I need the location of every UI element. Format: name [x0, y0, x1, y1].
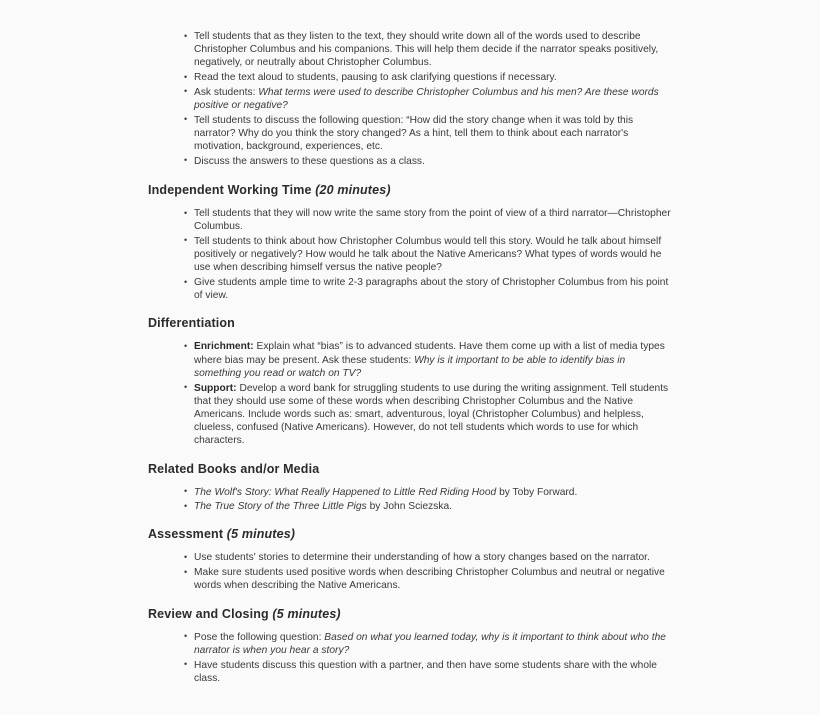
list-item-text: Develop a word bank for struggling students to use during the writing assignment. Tell students that they should use some of these words when describing Christopher Columbus and the Native Americans. Include words such as: smart, adventurous, loyal (Christopher Columbus) and helpless, clueless, confused (Native Americans). However, do not tell students which words to use for which characters.	[194, 382, 669, 447]
list-item	[184, 155, 672, 168]
list-item-text: Pose the following question:	[194, 631, 325, 643]
list-item-text: Why is it important to be able to identify bias in something you read or watch on TV?	[194, 354, 626, 379]
list-item-text: Make sure students used positive words when describing Christopher Columbus and neutral or negative words when describing the Native Americans.	[194, 567, 665, 592]
section-heading-title: Related Books and/or Media	[148, 461, 320, 476]
section-differentiation	[148, 316, 672, 447]
list-item-text: by Toby Forward.	[496, 486, 578, 498]
list-item-text: Use students' stories to determine their understanding of how a story changes based on the narrator.	[194, 552, 650, 564]
section-heading-title: Differentiation	[148, 316, 235, 331]
list-item-text: Tell students that as they listen to the text, they should write down all of the words used to describe Christopher Columbus and his companions. This will help them decide if the narrator speaks positively, negatively, or neutrally about Christopher Columbus.	[194, 31, 659, 69]
list-item-text: Explain what “bias” is to advanced students. Have them come up with a list of media types where bias may be present. Ask these students:	[194, 341, 665, 366]
list-item-text: Tell students to discuss the following question: “How did the story change when it was told by this narrator? Why do you think the story changed? As a hint, tell them to think about each narrator's motivation, background, experiences, etc.	[194, 114, 634, 153]
list-item	[184, 235, 672, 275]
bullet-list-related-books	[148, 486, 672, 514]
list-item-text: The Wolf's Story: What Really Happened to Little Red Riding Hood	[194, 486, 497, 498]
list-item	[184, 114, 672, 154]
section-intro-discussion	[148, 30, 672, 168]
section-heading-duration: (20 minutes)	[315, 183, 391, 198]
section-related-books	[148, 462, 672, 514]
section-heading-duration: (5 minutes)	[226, 527, 296, 542]
bullet-list-intro-discussion	[148, 30, 672, 168]
list-item-text: Support:	[194, 382, 237, 394]
section-heading-related-books	[148, 462, 672, 477]
list-item-text: by John Sciezska.	[366, 501, 453, 513]
section-heading-title: Assessment	[148, 527, 224, 542]
list-item	[184, 486, 672, 499]
list-item-text: Give students ample time to write 2-3 paragraphs about the story of Christopher Columbus from his point of view.	[194, 277, 669, 302]
list-item-text: Tell students to think about how Christopher Columbus would tell this story. Would he talk about himself positively or negatively? How would he talk about the Native Americans? What types of words would he use when describing himself versus the native people?	[194, 235, 662, 274]
list-item-text: Based on what you learned today, why is it important to think about who the narrator is when you hear a story?	[194, 631, 666, 656]
list-item-text: What terms were used to describe Christopher Columbus and his men? Are these words positive or negative?	[194, 86, 659, 112]
bullet-list-differentiation	[148, 340, 672, 447]
list-item-text: Enrichment:	[194, 341, 254, 353]
list-item	[184, 659, 672, 685]
document-body	[148, 30, 672, 685]
list-item	[184, 86, 672, 112]
bullet-list-independent-working-time	[148, 207, 672, 302]
section-review-and-closing	[148, 607, 672, 685]
section-heading-differentiation	[148, 316, 672, 331]
list-item-text: Ask students:	[194, 86, 259, 98]
list-item-text: Tell students that they will now write the same story from the point of view of a third narrator—Christopher Columbus.	[194, 208, 671, 233]
list-item	[184, 71, 672, 84]
section-heading-title: Independent Working Time	[148, 183, 312, 198]
section-independent-working-time	[148, 183, 672, 302]
list-item	[184, 30, 672, 70]
list-item	[184, 631, 672, 657]
list-item	[184, 566, 672, 592]
section-heading-independent-working-time	[148, 183, 672, 198]
list-item-text: Discuss the answers to these questions as a class.	[194, 155, 425, 167]
list-item-text: Read the text aloud to students, pausing to ask clarifying questions if necessary.	[194, 72, 557, 84]
list-item-text: The True Story of the Three Little Pigs	[194, 501, 367, 513]
bullet-list-assessment	[148, 551, 672, 592]
list-item	[184, 551, 672, 564]
section-heading-assessment	[148, 527, 672, 542]
list-item-text: Have students discuss this question with a partner, and then have some students share with the whole class.	[194, 659, 657, 684]
section-heading-title: Review and Closing	[148, 606, 269, 621]
list-item	[184, 382, 672, 448]
section-heading-duration: (5 minutes)	[272, 606, 341, 621]
list-item	[184, 276, 672, 302]
section-heading-review-and-closing	[148, 607, 672, 622]
list-item	[184, 207, 672, 233]
bullet-list-review-and-closing	[148, 631, 672, 685]
section-assessment	[148, 527, 672, 592]
list-item	[184, 340, 672, 380]
list-item	[184, 500, 672, 513]
